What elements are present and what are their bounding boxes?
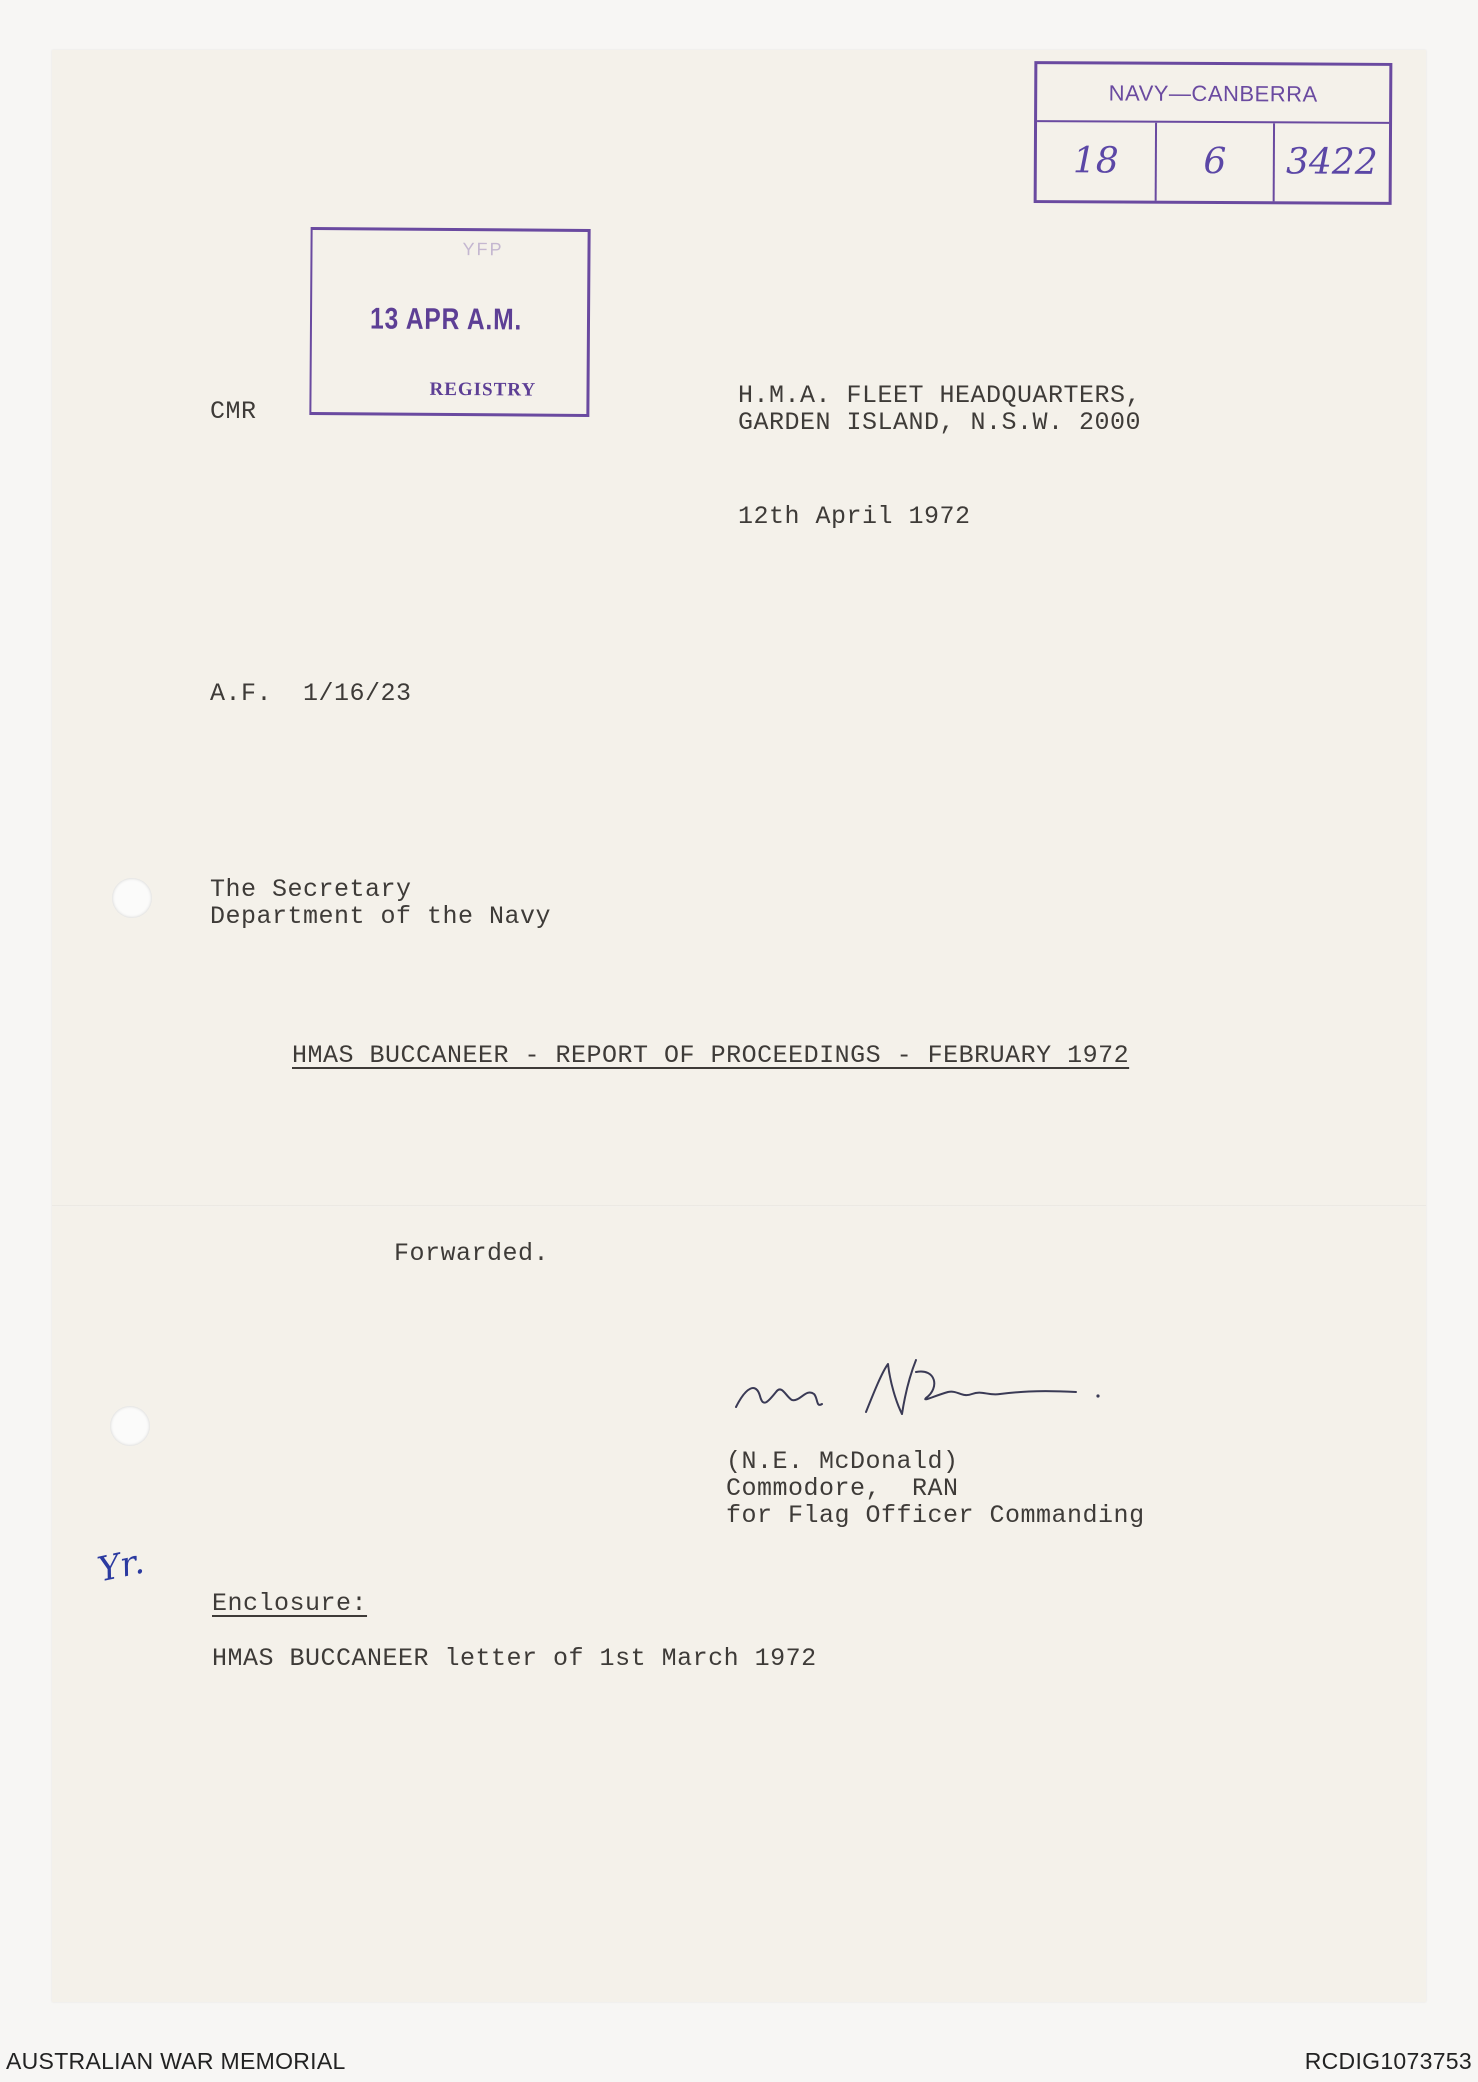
signatory-role: for Flag Officer Commanding — [726, 1501, 1145, 1530]
footer-archive-name: AUSTRALIAN WAR MEMORIAL — [6, 2048, 346, 2074]
registry-stamp-label: REGISTRY — [429, 378, 537, 401]
registry-stamp-date: 13 APR A.M. — [369, 302, 523, 337]
letter-reference: CMR — [210, 397, 257, 426]
signature — [726, 1352, 1106, 1432]
navy-stamp-title: NAVY—CANBERRA — [1037, 64, 1389, 124]
signatory-name: (N.E. McDonald) — [726, 1447, 959, 1476]
letter-date: 12th April 1972 — [738, 502, 971, 531]
sender-address-line-1: H.M.A. FLEET HEADQUARTERS, — [738, 381, 1142, 410]
navy-stamp-cell-3: 3422 — [1285, 141, 1378, 183]
navy-stamp-cell-2: 6 — [1157, 123, 1275, 202]
enclosure-item: HMAS BUCCANEER letter of 1st March 1972 — [212, 1644, 817, 1673]
enclosure-label: Enclosure: — [212, 1589, 368, 1618]
handwritten-annotation: Yr. — [94, 1541, 148, 1591]
recipient-line-2: Department of the Navy — [210, 902, 552, 931]
signatory-rank: Commodore, RAN — [726, 1474, 959, 1503]
navy-canberra-stamp — [1034, 61, 1393, 205]
navy-stamp-cell-1: 18 — [1037, 122, 1157, 201]
registry-stamp — [309, 227, 590, 417]
punch-hole-upper — [112, 878, 152, 918]
footer-record-id: RCDIG1073753 — [1304, 2048, 1472, 2074]
recipient-line-1: The Secretary — [210, 875, 412, 904]
registry-stamp-faint-text: YFP — [462, 239, 504, 260]
file-number: A.F. 1/16/23 — [210, 679, 412, 708]
punch-hole-lower — [110, 1406, 150, 1446]
letter-subject: HMAS BUCCANEER - REPORT OF PROCEEDINGS - FEBRUARY 1972 — [292, 1041, 1130, 1070]
sender-address-line-2: GARDEN ISLAND, N.S.W. 2000 — [738, 408, 1142, 437]
letter-sheet — [52, 50, 1426, 2002]
letter-body: Forwarded. — [394, 1239, 550, 1268]
paper-fold — [52, 1205, 1426, 1207]
